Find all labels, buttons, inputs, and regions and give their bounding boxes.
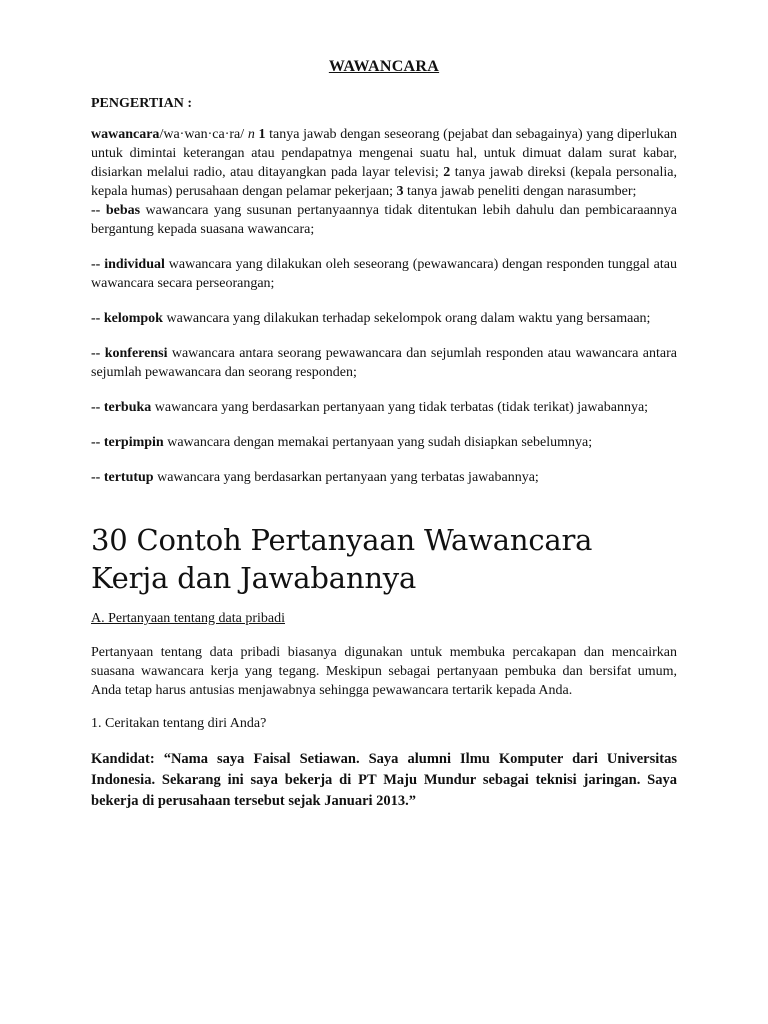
pengertian-label: PENGERTIAN :	[91, 96, 193, 111]
subterm-konferensi	[91, 344, 677, 382]
definition-text-3: tanya jawab peneliti dengan narasumber;	[403, 184, 637, 199]
definition-pos: n	[247, 127, 255, 142]
definition-text-2: tanya jawab direksi (kepala personalia, kepala humas) perusahaan dengan pelamar pekerjaan;	[91, 165, 677, 199]
subterm-desc: wawancara yang susunan pertanyaannya tidak ditentukan lebih dahulu dan pembicaraannya bergantung kepada suasana wawancara;	[91, 203, 677, 237]
section-heading: 30 Contoh Pertanyaan Wawancara Kerja dan Jawabannya	[91, 523, 593, 595]
subterm-desc: wawancara yang dilakukan terhadap sekelompok orang dalam waktu yang bersamaan;	[162, 311, 651, 326]
definition-paragraph	[91, 125, 677, 201]
definition-pronunciation: /wa·wan·ca·ra/	[159, 127, 245, 142]
subterm-term: -- individual	[91, 257, 165, 272]
subterm-term: -- tertutup	[91, 470, 154, 485]
definition-text-1: tanya jawab dengan seseorang (pejabat dan sebagainya) yang diperlukan untuk dimintai keterangan atau pendapatnya mengenai suatu hal, untuk dimuat dalam surat kabar, disiarkan melalui radio, atau ditayangkan pada layar televisi;	[91, 127, 678, 180]
subterm-desc: wawancara yang berdasarkan pertanyaan yang terbatas jawabannya;	[153, 470, 539, 485]
subterm-bebas	[91, 201, 677, 239]
subterm-terbuka	[91, 398, 677, 417]
answer-1: Kandidat: “Nama saya Faisal Setiawan. Saya alumni Ilmu Komputer dari Universitas Indonesia. Sekarang ini saya bekerja di PT Maju Mundur sebagai teknisi jaringan. Saya bekerja di perusahaan tersebut sejak Januari 2013.”	[91, 751, 677, 809]
definition-num-2: 2	[443, 165, 451, 180]
subterm-desc: wawancara yang dilakukan oleh seseorang (pewawancara) dengan responden tunggal atau wawancara secara perseorangan;	[91, 257, 678, 291]
definition-num-1: 1	[258, 127, 266, 142]
subterm-term: -- terpimpin	[91, 435, 164, 450]
subterm-individual	[91, 255, 677, 293]
subterm-kelompok	[91, 309, 677, 328]
subterm-term: -- bebas	[91, 203, 141, 218]
subterm-term: -- terbuka	[91, 400, 152, 415]
subterm-tertutup	[91, 468, 677, 487]
definition-term: wawancara	[91, 127, 160, 142]
intro-paragraph: Pertanyaan tentang data pribadi biasanya digunakan untuk membuka percakapan dan mencairkan suasana wawancara kerja yang tegang. Meskipun sebagai pertanyaan pembuka dan bersifat umum, Anda tetap harus antusias menjawabnya sehingga pewawancara tertarik kepada Anda.	[91, 645, 677, 698]
subterm-terpimpin	[91, 433, 677, 452]
section-a-label: A. Pertanyaan tentang data pribadi	[91, 611, 285, 626]
subterm-term: -- konferensi	[91, 346, 168, 361]
document-content	[91, 58, 677, 812]
question-1: 1. Ceritakan tentang diri Anda?	[91, 716, 267, 731]
subterm-desc: wawancara dengan memakai pertanyaan yang sudah disiapkan sebelumnya;	[163, 435, 593, 450]
subterm-term: -- kelompok	[91, 311, 163, 326]
definition-num-3: 3	[396, 184, 404, 199]
subterm-desc: wawancara yang berdasarkan pertanyaan yang tidak terbatas (tidak terikat) jawabannya;	[151, 400, 649, 415]
document-title: WAWANCARA	[328, 58, 440, 75]
subterm-desc: wawancara antara seorang pewawancara dan sejumlah responden atau wawancara antara sejumlah pewawancara dan seorang responden;	[91, 346, 677, 380]
